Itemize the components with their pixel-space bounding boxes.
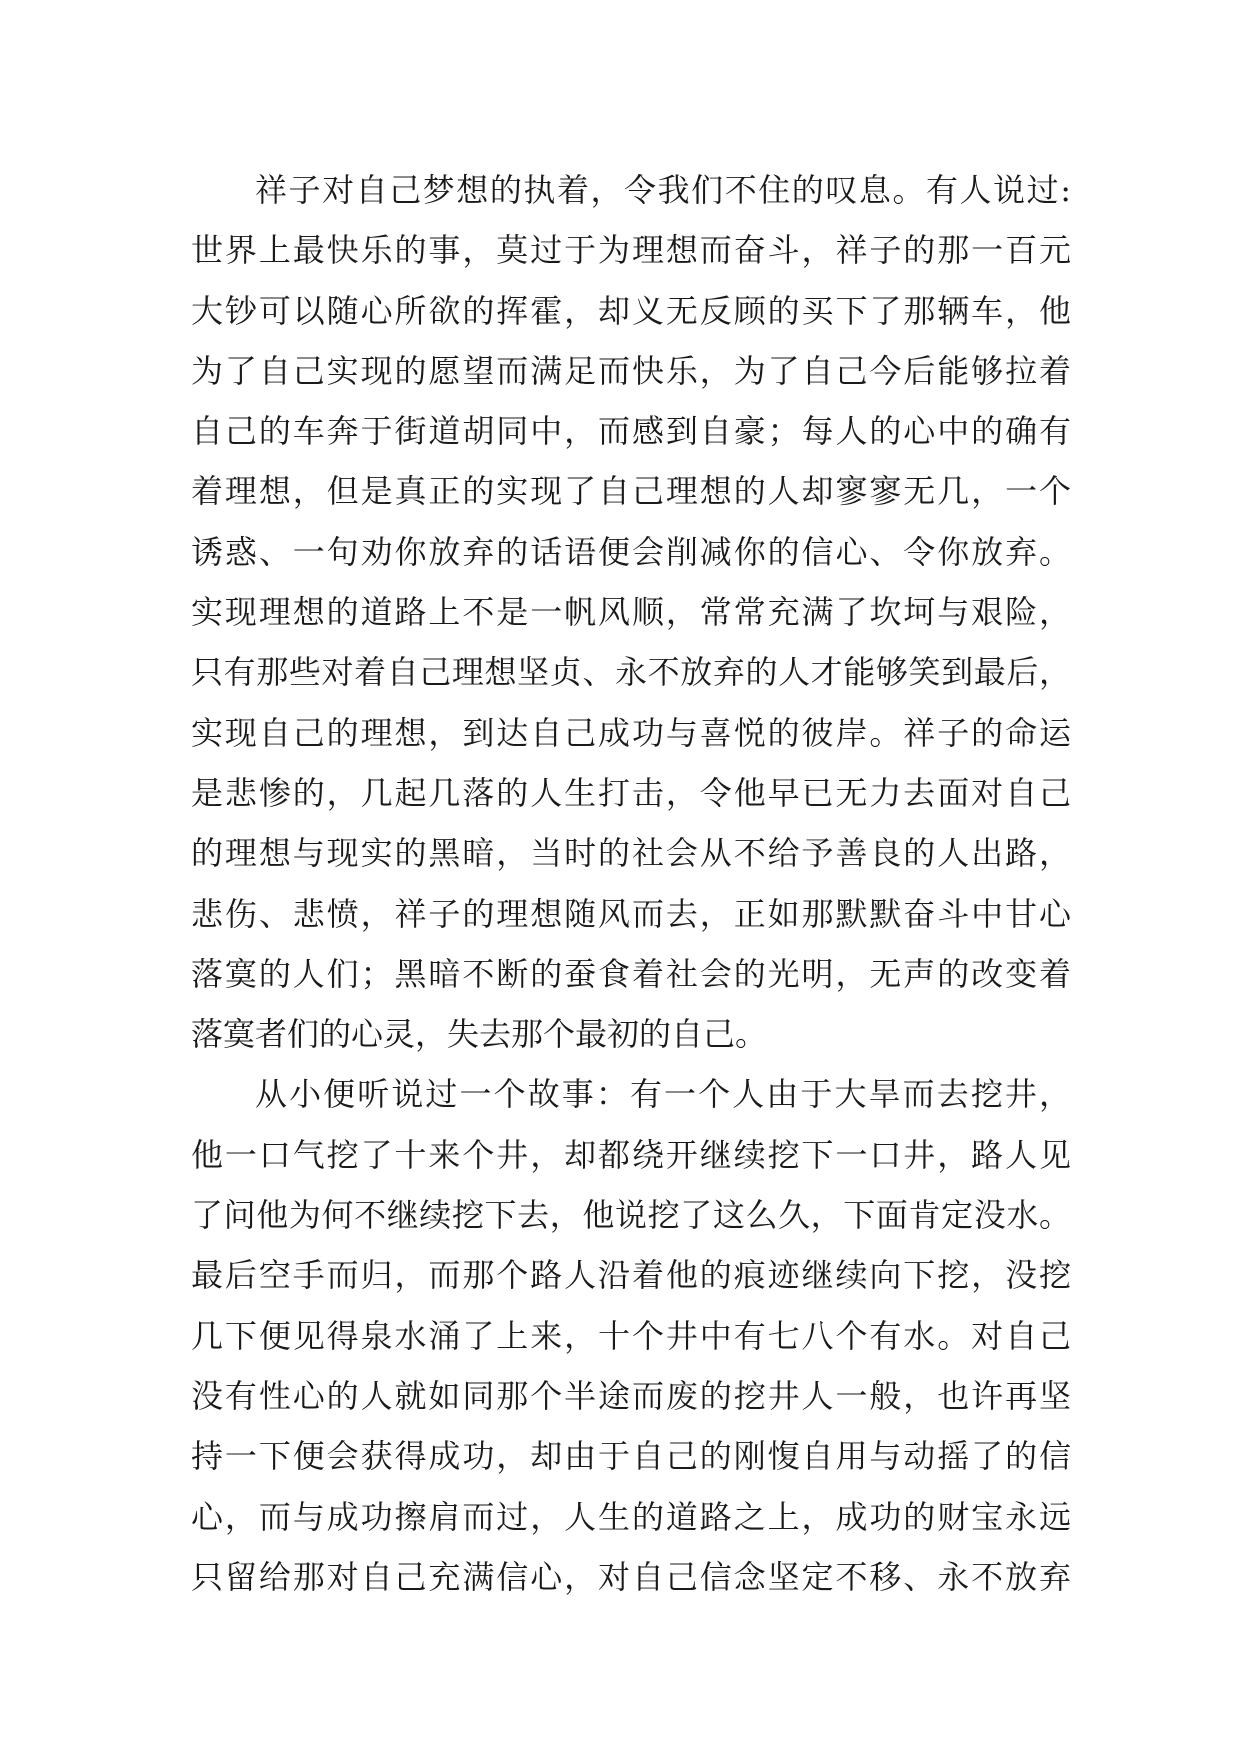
text-line: 没有性心的人就如同那个半途而废的挖井人一般，也许再坚 [191,1376,1071,1415]
text-line: 从小便听说过一个故事：有一个人由于大旱而去挖井， [255,1075,1071,1114]
text-line: 最后空手而归，而那个路人沿着他的痕迹继续向下挖，没挖 [191,1256,1071,1295]
text-line: 着理想，但是真正的实现了自己理想的人却寥寥无几，一个 [191,472,1071,511]
text-line: 大钞可以随心所欲的挥霍，却义无反顾的买下了那辆车，他 [191,291,1071,330]
text-line: 了问他为何不继续挖下去，他说挖了这么久，下面肯定没水。 [191,1196,1071,1235]
text-line: 祥子对自己梦想的执着，令我们不住的叹息。有人说过: [255,171,1071,209]
text-line: 持一下便会获得成功，却由于自己的刚愎自用与动摇了的信 [191,1437,1071,1476]
text-line: 自己的车奔于街道胡同中，而感到自豪；每人的心中的确有 [191,412,1071,451]
text-line: 为了自己实现的愿望而满足而快乐，为了自己今后能够拉着 [191,351,1071,390]
text-line: 落寞的人们；黑暗不断的蚕食着社会的光明，无声的改变着 [191,954,1071,993]
text-line: 落寞者们的心灵，失去那个最初的自己。 [191,1015,768,1054]
paragraph-2 [191,1064,1071,1607]
text-line: 是悲惨的，几起几落的人生打击，令他早已无力去面对自己 [191,773,1071,812]
paragraph-1 [191,160,1071,1064]
text-line: 他一口气挖了十来个井，却都绕开继续挖下一口井，路人见 [191,1135,1071,1174]
text-line: 悲伤、悲愤，祥子的理想随风而去，正如那默默奋斗中甘心 [191,894,1071,933]
text-line: 几下便见得泉水涌了上来，十个井中有七八个有水。对自己 [191,1316,1071,1355]
text-line: 只有那些对着自己理想坚贞、永不放弃的人才能够笑到最后， [191,653,1071,692]
text-line: 只留给那对自己充满信心，对自己信念坚定不移、永不放弃 [191,1557,1071,1596]
text-line: 心，而与成功擦肩而过，人生的道路之上，成功的财宝永远 [191,1497,1071,1536]
text-line: 的理想与现实的黑暗，当时的社会从不给予善良的人出路， [191,834,1071,873]
text-line: 实现自己的理想，到达自己成功与喜悦的彼岸。祥子的命运 [191,713,1071,752]
text-line: 世界上最快乐的事，莫过于为理想而奋斗，祥子的那一百元 [191,231,1071,270]
text-line: 实现理想的道路上不是一帆风顺，常常充满了坎坷与艰险， [191,593,1071,632]
text-line: 诱惑、一句劝你放弃的话语便会削减你的信心、令你放弃。 [191,532,1071,571]
body-text [191,160,1071,1607]
